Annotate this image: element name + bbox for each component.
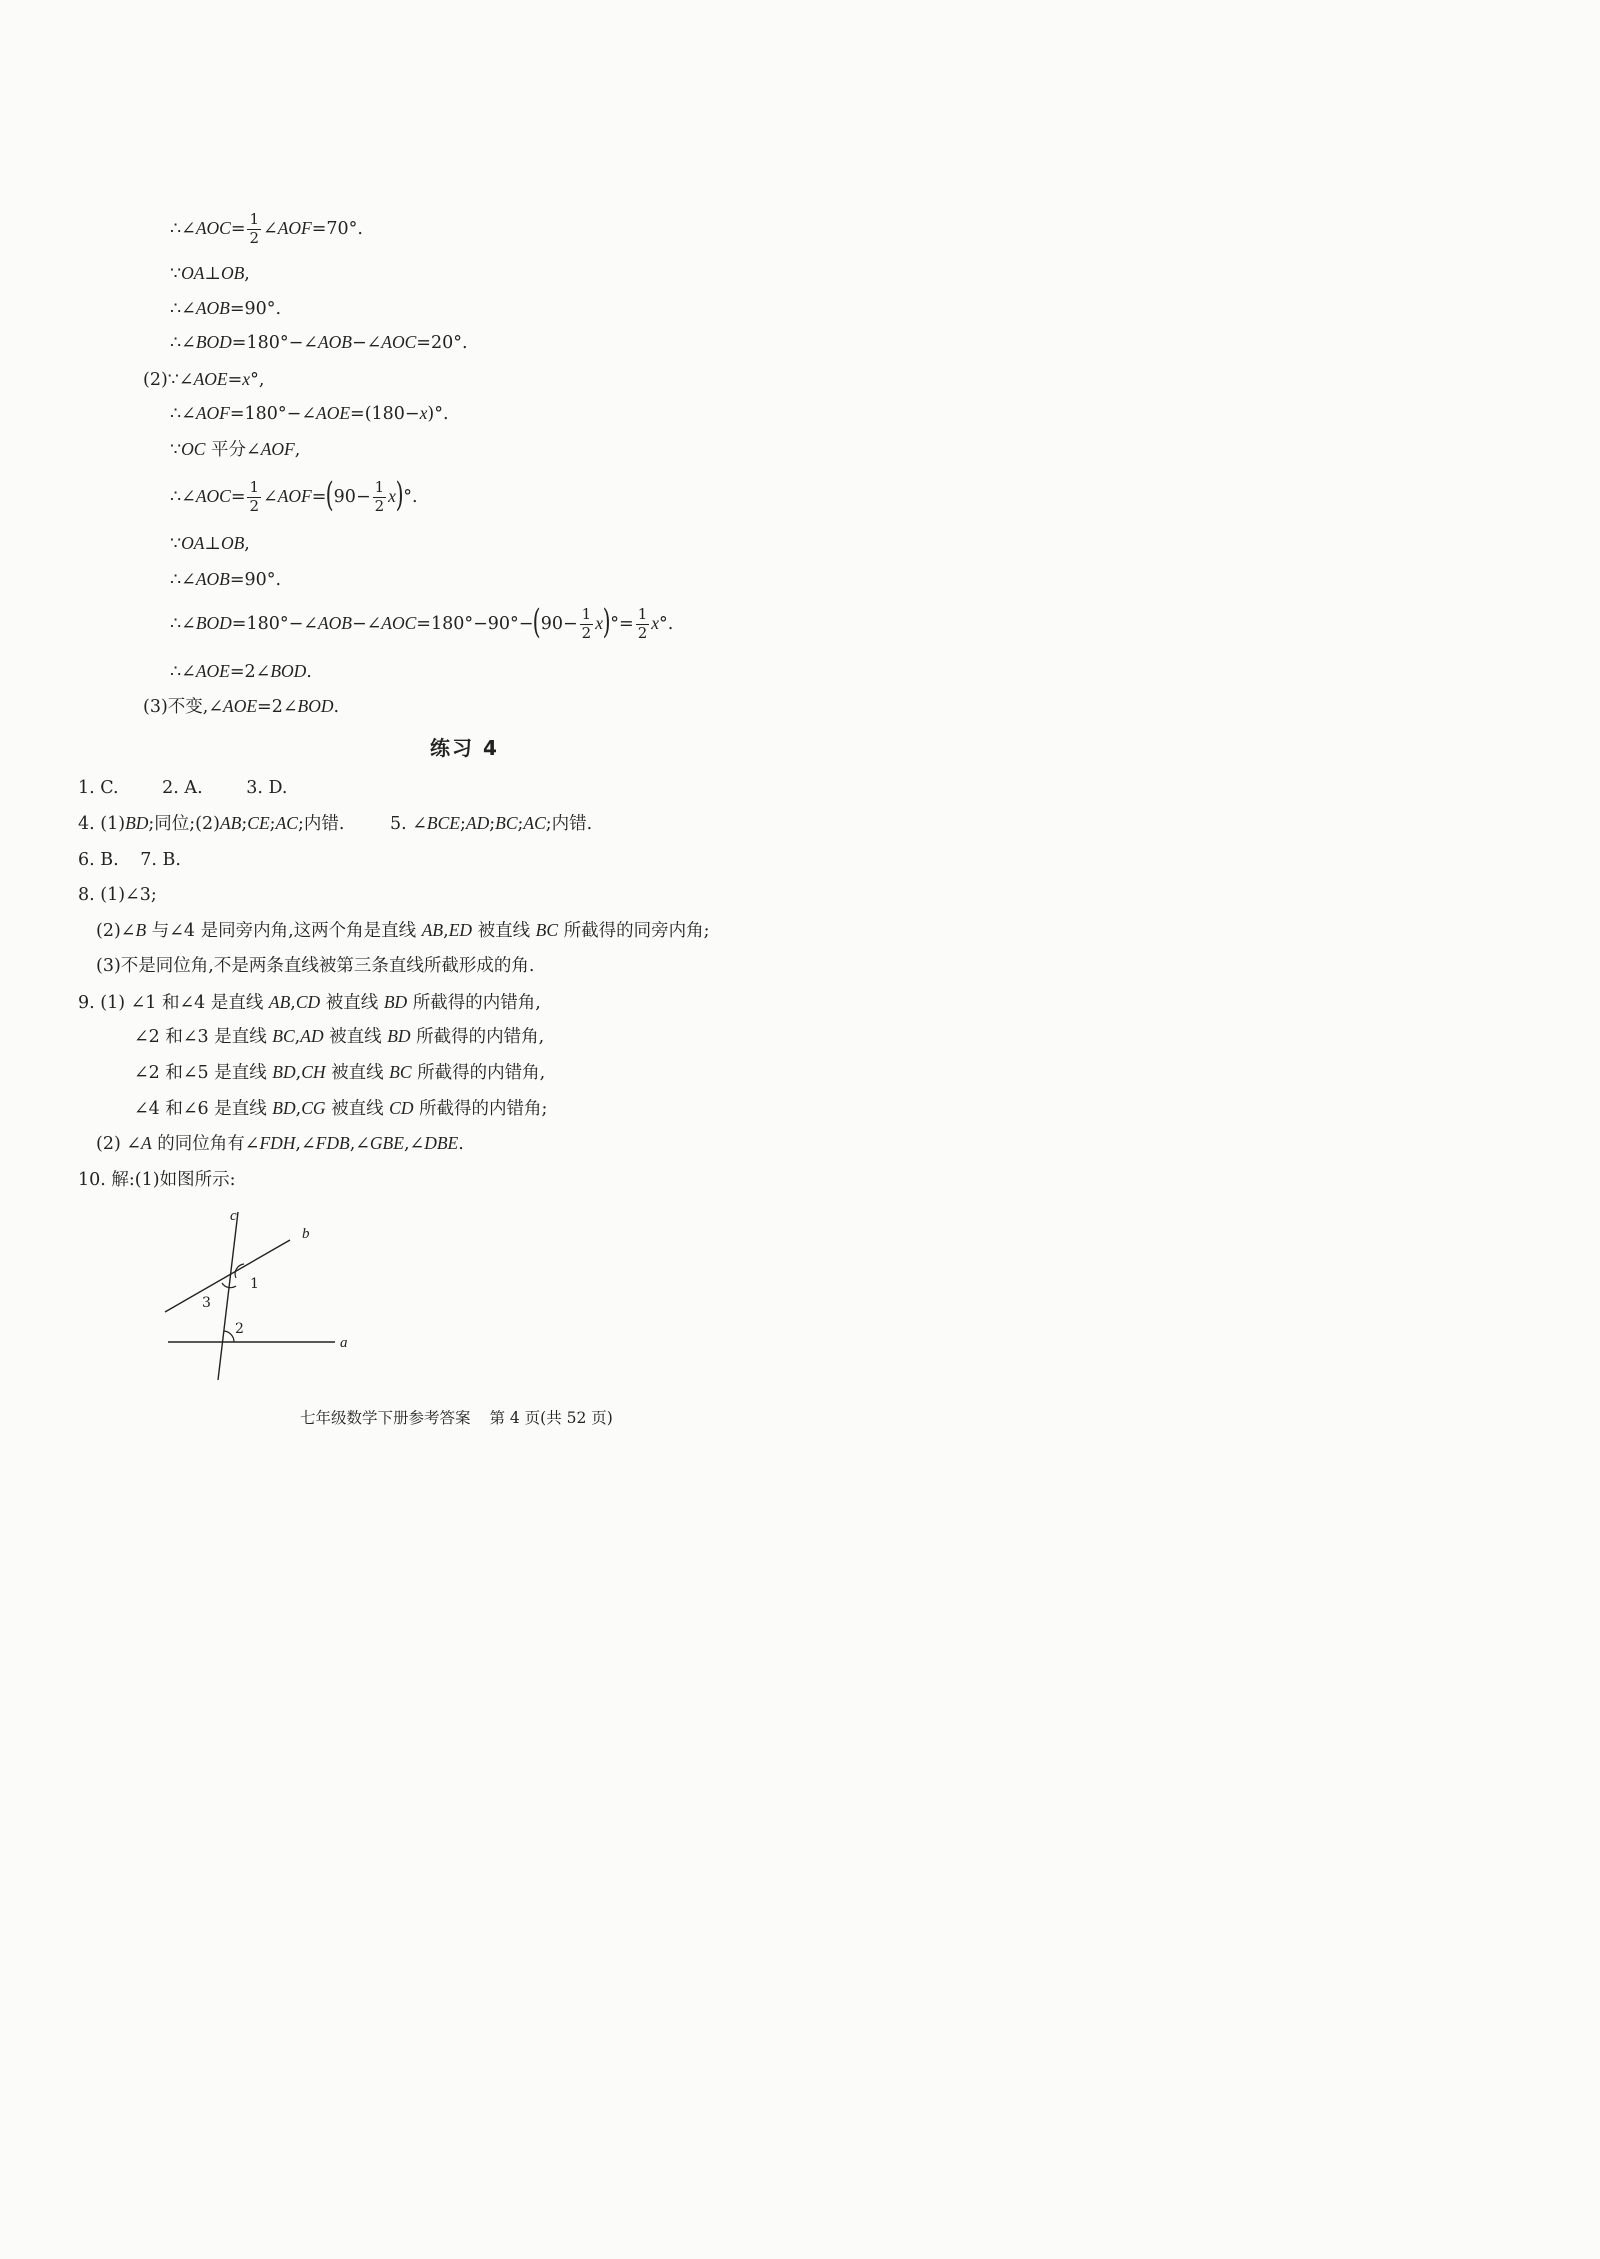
big-paren-left: (: [533, 602, 542, 643]
q10-line: [78, 1172, 235, 1190]
q1-3-line: [78, 780, 287, 798]
var-bod: BOD: [195, 332, 232, 352]
value-text: =90°.: [229, 570, 282, 590]
denominator: 2: [374, 496, 385, 515]
equals: =: [230, 218, 246, 239]
denominator: 2: [581, 623, 592, 642]
expr-text: )°.: [427, 404, 449, 424]
var-aoe: AOE: [316, 403, 351, 423]
expr-text: −∠: [351, 613, 382, 634]
answer-text: 与∠4 是同旁内角,这两个角是直线: [146, 921, 422, 941]
p1-line-3: [170, 300, 281, 319]
value-text: =20°.: [416, 333, 468, 353]
numerator: 1: [249, 210, 260, 228]
period: .: [333, 697, 340, 717]
big-paren-right: ): [395, 475, 404, 516]
answer-q6: 6. B.: [78, 850, 119, 870]
var-bc: BC: [535, 920, 559, 940]
denominator: 2: [637, 623, 648, 642]
answer-text: 被直线: [472, 921, 536, 941]
var-cd: CD: [295, 992, 321, 1012]
var-bc: BC: [495, 813, 518, 833]
var-bd: BD: [383, 992, 408, 1012]
answer-text: 被直线: [323, 1027, 388, 1047]
p1-line-4: [170, 334, 468, 353]
answer-text: (3)不是同位角,不是两条直线被第三条直线所截形成的角.: [96, 956, 535, 976]
part-label: (3)不变,∠: [143, 697, 224, 717]
p1-line-2: [170, 265, 250, 284]
perp-symbol: ⊥: [204, 534, 221, 554]
q9-line-4: [134, 1100, 547, 1119]
var-ac: AC: [275, 813, 298, 833]
q4-5-line: [78, 815, 592, 834]
answer-text: ∠2 和∠3 是直线: [134, 1027, 273, 1047]
period: .: [458, 1134, 464, 1154]
footer: [300, 1411, 613, 1427]
answer-text: 被直线: [325, 1099, 390, 1119]
var-ce: CE: [247, 813, 270, 833]
q8-line-1: [78, 887, 157, 905]
answer-q2: 2. A.: [162, 778, 203, 798]
part-label: (2)∵∠: [143, 370, 194, 390]
expr-text: 90−: [540, 613, 578, 634]
sep: ;: [241, 814, 248, 834]
label-3: 3: [202, 1295, 211, 1311]
sep: ,: [295, 1063, 302, 1083]
var-oa: OA: [181, 533, 205, 553]
numerator: 1: [374, 478, 385, 496]
var-ad: AD: [300, 1026, 324, 1046]
var-aoe: AOE: [195, 661, 230, 681]
therefore-angle: ∴∠: [170, 570, 196, 590]
p2-line-3: [170, 441, 300, 460]
var-bc: BC: [272, 1026, 295, 1046]
answer-q4: 4. (1): [78, 814, 126, 834]
answer-text: ;同位;(2): [148, 814, 220, 834]
var-aob: AOB: [317, 612, 352, 633]
footer-page-number: 第 4 页(共 52 页): [489, 1409, 613, 1427]
equals: =: [230, 486, 246, 507]
denominator: 2: [249, 496, 260, 515]
var-x: x: [651, 612, 660, 633]
comma: ,: [294, 440, 301, 460]
p2-line-7: [170, 602, 674, 643]
var-x: x: [595, 612, 603, 633]
answer-text: ∠2 和∠5 是直线: [134, 1063, 273, 1083]
equals: =: [227, 370, 243, 390]
label-a: a: [340, 1335, 348, 1351]
var-x: x: [242, 369, 251, 389]
p1-line-1: [170, 212, 363, 247]
denominator: 2: [249, 228, 260, 247]
expr-text: =180°−90°−: [416, 613, 534, 634]
fraction-half: [247, 212, 261, 247]
therefore-angle: ∴∠: [170, 299, 196, 319]
big-paren-right: ): [602, 602, 611, 643]
period: .: [306, 662, 312, 682]
answer-text: 被直线: [320, 993, 384, 1013]
var-aoc: AOC: [381, 612, 417, 633]
answer-text: 5. ∠: [389, 814, 427, 834]
fraction-half: [580, 607, 594, 642]
p2-line-1: [143, 371, 264, 390]
expr-text: 90−: [333, 486, 371, 507]
var-a: A: [141, 1133, 152, 1153]
numerator: 1: [637, 605, 648, 623]
var-aof: AOF: [277, 217, 312, 238]
sep: ,∠: [349, 1134, 370, 1154]
equals: =: [311, 486, 327, 507]
sep: ,: [443, 921, 449, 941]
var-fdh: FDH: [259, 1133, 296, 1153]
var-ab: AB: [268, 992, 291, 1012]
because-symbol: ∵: [170, 440, 182, 460]
var-x: x: [388, 485, 396, 506]
q9-line-2: [134, 1028, 544, 1047]
var-fdb: FDB: [315, 1133, 350, 1153]
var-aoc: AOC: [195, 217, 231, 238]
q6-7-line: [78, 852, 181, 870]
therefore-angle: ∴∠: [170, 662, 196, 682]
fraction-half: [373, 480, 387, 515]
var-aof: AOF: [277, 485, 312, 506]
numerator: 1: [249, 478, 260, 496]
p2-line-8: [170, 663, 312, 682]
sep: ,∠: [403, 1134, 425, 1154]
degree-text: °.: [403, 486, 418, 507]
sep: ;: [459, 814, 466, 834]
var-ed: ED: [448, 920, 473, 940]
sep: ;: [517, 814, 524, 834]
footer-book-title: 七年级数学下册参考答案: [300, 1409, 471, 1427]
var-bd: BD: [272, 1098, 296, 1118]
answer-text: ;内错.: [545, 814, 593, 834]
sep: ,: [295, 1099, 302, 1119]
fraction-half: [636, 607, 650, 642]
answer-text: 的同位角有∠: [151, 1134, 260, 1154]
answer-text: 所截得的内错角,: [410, 1027, 545, 1047]
therefore-angle: ∴∠: [170, 486, 196, 507]
numerator: 1: [581, 605, 592, 623]
answer-text: (2) ∠: [96, 1134, 142, 1154]
answer-text: ;内错.: [297, 814, 345, 834]
section-title: 练习 4: [430, 736, 499, 760]
var-bod: BOD: [195, 612, 232, 633]
var-bod: BOD: [297, 696, 334, 716]
label-2: 2: [235, 1321, 244, 1337]
p2-line-6: [170, 571, 281, 590]
because-symbol: ∵: [170, 264, 182, 284]
answer-q1: 1. C.: [78, 778, 119, 798]
var-b: B: [135, 920, 147, 940]
var-bce: BCE: [426, 813, 460, 833]
sep: ;: [489, 814, 496, 834]
therefore-angle: ∴∠: [170, 404, 196, 424]
answer-text: 所截得的内错角;: [413, 1099, 548, 1119]
therefore-angle: ∴∠: [170, 333, 196, 353]
therefore-angle: ∴∠: [170, 613, 196, 634]
q8-line-3: [96, 958, 534, 976]
value-text: =70°.: [311, 218, 363, 239]
var-aob: AOB: [195, 569, 230, 589]
expr-text: =180°−∠: [231, 613, 318, 634]
var-aof: AOF: [260, 439, 295, 459]
var-bd: BD: [387, 1026, 411, 1046]
var-oa: OA: [181, 263, 205, 283]
expr-text: =180°−∠: [231, 333, 318, 353]
answer-q5: [390, 814, 592, 834]
var-dbe: DBE: [424, 1133, 459, 1153]
answer-text: 所截得的同旁内角;: [558, 921, 710, 941]
var-x: x: [419, 403, 428, 423]
q8-line-2: [96, 922, 710, 941]
var-aof: AOF: [195, 403, 230, 423]
q9-line-1: [78, 994, 541, 1013]
var-ob: OB: [220, 533, 245, 553]
answer-q8: 8. (1)∠3;: [78, 885, 157, 905]
label-1: 1: [250, 1276, 259, 1292]
answer-text: 所截得的内错角,: [411, 1063, 546, 1083]
line-diagram: [150, 1200, 370, 1385]
angle-symbol: ∠: [263, 486, 278, 507]
value-text: =90°.: [229, 299, 282, 319]
expr-text: =2∠: [229, 662, 271, 682]
var-bod: BOD: [270, 661, 307, 681]
var-cd: CD: [389, 1098, 414, 1118]
bisect-text: 平分∠: [205, 440, 261, 460]
label-c: c: [230, 1208, 237, 1224]
answer-text: 9. (1) ∠1 和∠4 是直线: [78, 993, 269, 1013]
expr-text: −∠: [351, 333, 382, 353]
sep: ,: [294, 1027, 301, 1047]
comma: ,: [244, 534, 250, 554]
angle-symbol: ∠: [263, 218, 278, 239]
expr-text: =180°−∠: [229, 404, 316, 424]
comma: ,: [244, 264, 250, 284]
var-aoe: AOE: [193, 369, 228, 389]
var-ch: CH: [301, 1062, 326, 1082]
var-aob: AOB: [317, 332, 352, 352]
var-aob: AOB: [195, 298, 230, 318]
expr-text: °=: [610, 613, 634, 634]
var-bd: BD: [125, 813, 149, 833]
answer-text: (2)∠: [96, 921, 136, 941]
var-gbe: GBE: [369, 1133, 404, 1153]
var-ac: AC: [523, 813, 546, 833]
q9-line-5: [96, 1135, 464, 1154]
sep: ;: [269, 814, 276, 834]
var-cg: CG: [301, 1098, 326, 1118]
var-ob: OB: [220, 263, 245, 283]
answer-q3: 3. D.: [246, 778, 288, 798]
answer-text: 10. 解:(1)如图所示:: [78, 1170, 236, 1190]
var-oc: OC: [181, 439, 206, 459]
label-b: b: [302, 1226, 310, 1242]
answer-text: 被直线: [325, 1063, 390, 1083]
perp-symbol: ⊥: [204, 264, 221, 284]
p2-line-4: [170, 475, 418, 516]
degree-text: °,: [250, 370, 265, 390]
therefore-angle: ∴∠: [170, 218, 196, 239]
var-ab: AB: [219, 813, 242, 833]
var-ad: AD: [465, 813, 490, 833]
expr-text: =(180−: [350, 404, 420, 424]
var-aoc: AOC: [195, 485, 231, 506]
line-c: [218, 1212, 238, 1380]
var-aoe: AOE: [223, 696, 258, 716]
q9-line-3: [134, 1064, 545, 1083]
var-aoc: AOC: [381, 332, 417, 352]
because-symbol: ∵: [170, 534, 182, 554]
answer-text: ∠4 和∠6 是直线: [134, 1099, 273, 1119]
fraction-half: [247, 480, 261, 515]
p3-line: [143, 698, 339, 717]
expr-text: =2∠: [257, 697, 298, 717]
angle-arc-2: [224, 1331, 234, 1342]
degree-text: °.: [659, 613, 674, 634]
sep: ,: [290, 993, 296, 1013]
big-paren-left: (: [326, 475, 335, 516]
var-ab: AB: [421, 920, 444, 940]
answer-q7: 7. B.: [140, 850, 181, 870]
sep: ,∠: [295, 1134, 316, 1154]
p2-line-5: [170, 535, 250, 554]
var-bd: BD: [272, 1062, 296, 1082]
p2-line-2: [170, 405, 449, 424]
var-bc: BC: [389, 1062, 412, 1082]
answer-text: 所截得的内错角,: [407, 993, 541, 1013]
